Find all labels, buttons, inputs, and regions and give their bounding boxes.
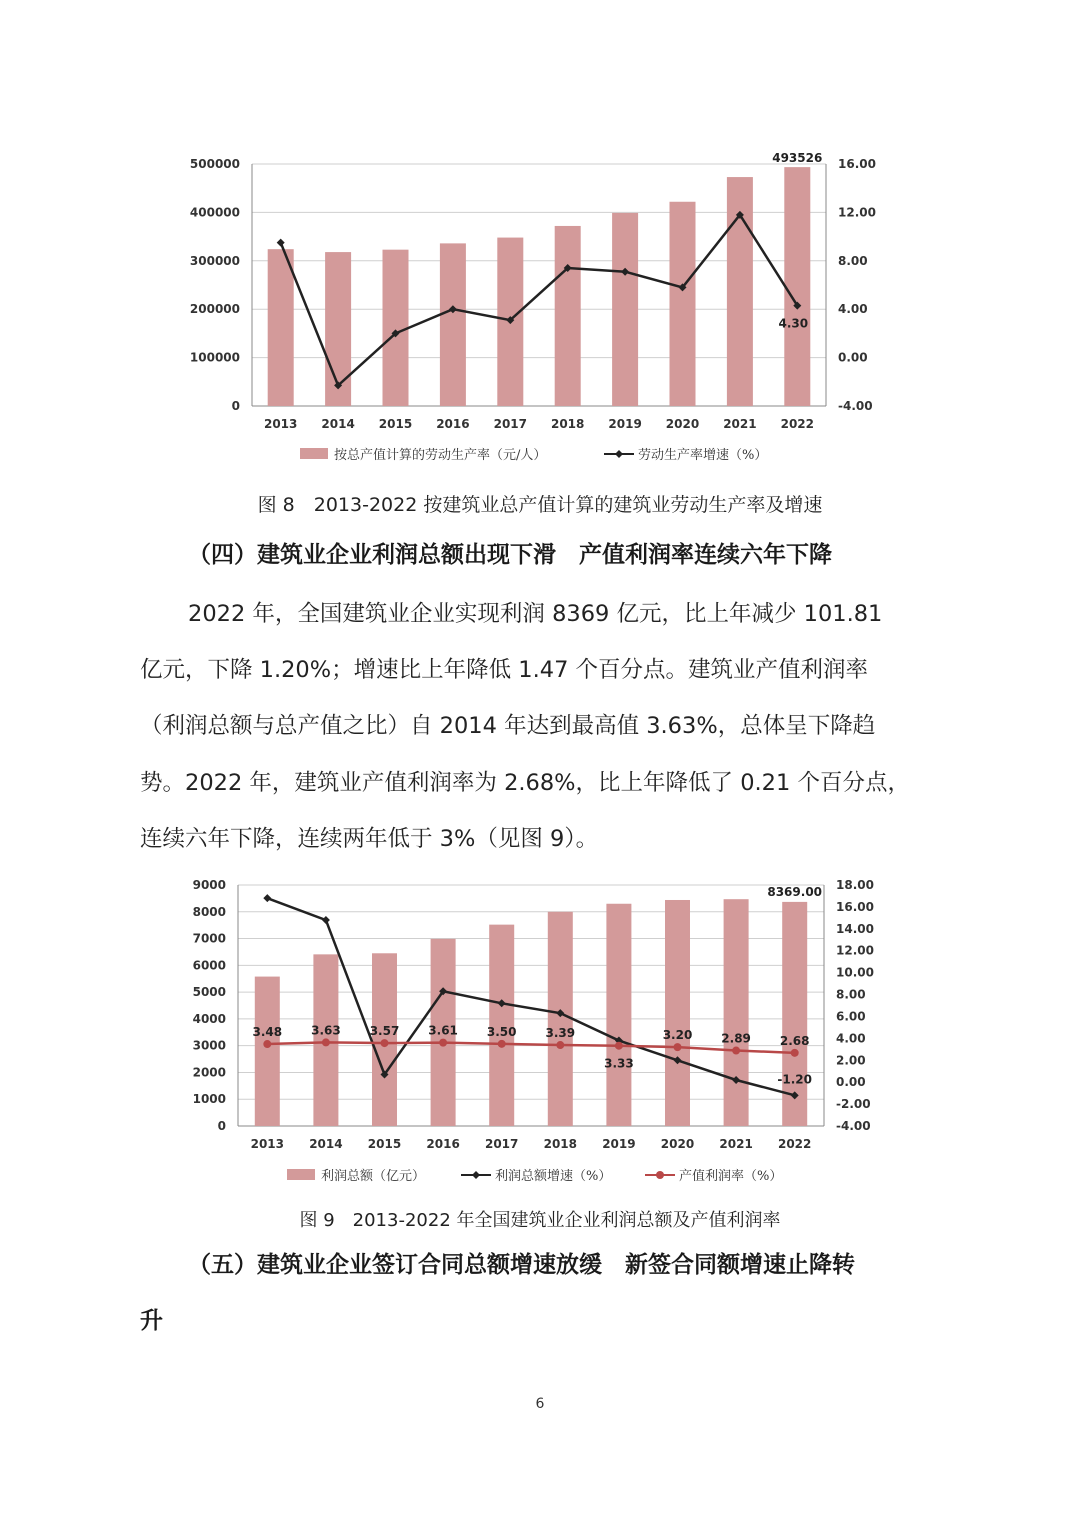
fig9-left-tick-label: 3000 xyxy=(192,1038,226,1053)
fig9-right-tick-label: 8.00 xyxy=(836,987,866,1002)
fig8-left-tick-label: 100000 xyxy=(189,350,240,365)
fig9-margin-label: 3.33 xyxy=(604,1056,634,1071)
fig8-left-tick-label: 500000 xyxy=(189,157,240,171)
fig9-right-tick-label: 18.00 xyxy=(836,878,874,892)
figure-8-caption: 图 8 2013-2022 按建筑业总产值计算的建筑业劳动生产率及增速 xyxy=(257,494,823,516)
fig9-category-label: 2022 xyxy=(777,1137,812,1151)
section-4-line-3: （利润总额与总产值之比）自 2014 年达到最高值 3.63%，总体呈下降趋 xyxy=(140,713,876,739)
fig8-bar xyxy=(440,243,466,406)
fig8-legend-label: 劳动生产率增速（%） xyxy=(638,448,768,463)
fig9-right-tick-label: -2.00 xyxy=(836,1097,871,1112)
fig9-right-tick-label: 14.00 xyxy=(836,921,874,936)
fig9-legend-label: 产值利润率（%） xyxy=(679,1169,783,1184)
fig9-category-label: 2013 xyxy=(250,1137,285,1151)
fig8-legend-label: 按总产值计算的劳动生产率（元/人） xyxy=(334,448,547,463)
fig8-series-line xyxy=(281,215,798,386)
section-4-line-5: 连续六年下降，连续两年低于 3%（见图 9）。 xyxy=(140,826,599,852)
fig8-category-label: 2014 xyxy=(321,417,355,431)
fig9-category-label: 2017 xyxy=(484,1137,519,1151)
fig9-right-tick-label: 10.00 xyxy=(836,965,874,980)
figure-9-chart xyxy=(0,870,1080,1200)
fig9-margin-label: 3.63 xyxy=(311,1023,341,1038)
section-4-line-2: 亿元，下降 1.20%；增速比上年降低 1.47 个百分点。建筑业产值利润率 xyxy=(140,657,869,683)
fig8-category-label: 2013 xyxy=(263,417,298,431)
fig9-top-label: 8369.00 xyxy=(767,884,823,899)
fig9-right-tick-label: -4.00 xyxy=(836,1119,871,1133)
fig8-bar xyxy=(670,202,696,406)
fig9-line-point xyxy=(439,1039,447,1047)
fig8-left-tick-label: 300000 xyxy=(189,253,240,268)
fig8-legend-swatch xyxy=(300,448,328,459)
fig9-line-point xyxy=(556,1041,564,1049)
fig9-bar xyxy=(724,899,749,1126)
fig8-category-label: 2015 xyxy=(378,417,413,431)
fig8-left-tick-label: 400000 xyxy=(189,205,240,220)
fig9-legend-marker xyxy=(656,1171,664,1179)
fig8-bar xyxy=(383,250,409,406)
fig8-category-label: 2016 xyxy=(436,417,470,431)
fig9-line-point xyxy=(322,916,330,924)
fig9-right-tick-label: 2.00 xyxy=(836,1053,866,1068)
fig9-margin-label: 3.50 xyxy=(486,1024,517,1039)
fig8-category-label: 2022 xyxy=(780,417,815,431)
fig8-bar xyxy=(784,167,810,406)
fig8-category-label: 2019 xyxy=(608,417,642,431)
fig8-category-label: 2017 xyxy=(493,417,528,431)
fig8-left-tick-label: 200000 xyxy=(189,302,240,317)
fig9-left-tick-label: 4000 xyxy=(192,1011,226,1026)
section-5-heading-line-1: （五）建筑业企业签订合同总额增速放缓 新签合同额增速止降转 xyxy=(188,1252,855,1278)
fig9-legend-swatch xyxy=(287,1169,315,1180)
fig9-left-tick-label: 0 xyxy=(217,1119,226,1133)
fig9-line-point xyxy=(263,1040,271,1048)
fig9-margin-label: 3.39 xyxy=(545,1026,576,1041)
fig9-category-label: 2015 xyxy=(367,1137,402,1151)
fig8-right-tick-label: 16.00 xyxy=(838,157,876,171)
fig9-margin-label: 3.61 xyxy=(428,1023,458,1038)
fig9-series-line xyxy=(267,898,794,1095)
section-5-heading-line-2: 升 xyxy=(140,1308,163,1334)
fig9-margin-label: 3.20 xyxy=(662,1028,693,1043)
fig8-right-tick-label: 0.00 xyxy=(838,350,868,365)
fig9-legend-label: 利润总额增速（%） xyxy=(495,1169,612,1184)
fig8-left-tick-label: 0 xyxy=(231,399,240,413)
fig9-left-tick-label: 5000 xyxy=(192,985,226,1000)
fig9-bar xyxy=(548,912,573,1126)
fig9-category-label: 2020 xyxy=(660,1137,695,1151)
fig8-bar xyxy=(268,249,294,406)
figure-9-caption: 图 9 2013-2022 年全国建筑业企业利润总额及产值利润率 xyxy=(299,1210,781,1231)
fig9-line-point xyxy=(791,1049,799,1057)
fig8-data-label: 493526 xyxy=(772,151,823,166)
fig8-bar xyxy=(555,226,581,406)
fig9-line-point xyxy=(263,894,271,902)
fig8-right-tick-label: -4.00 xyxy=(838,399,873,413)
fig9-right-tick-label: 12.00 xyxy=(836,943,874,958)
page-number: 6 xyxy=(535,1396,545,1412)
fig8-right-tick-label: 12.00 xyxy=(838,205,876,220)
fig9-margin-label: 3.57 xyxy=(369,1024,400,1039)
fig9-series-line xyxy=(267,1042,794,1052)
fig9-category-label: 2016 xyxy=(426,1137,460,1151)
fig9-bar xyxy=(606,904,631,1126)
fig8-line-point xyxy=(277,239,285,247)
fig9-legend-label: 利润总额（亿元） xyxy=(321,1169,426,1184)
fig9-bar xyxy=(665,900,690,1126)
fig9-line-point xyxy=(674,1043,682,1051)
fig9-line-point xyxy=(615,1042,623,1050)
fig9-bar xyxy=(255,977,280,1126)
section-4-line-1: 2022 年，全国建筑业企业实现利润 8369 亿元，比上年减少 101.81 xyxy=(188,601,883,627)
fig9-line-point xyxy=(498,1040,506,1048)
figure-9-svg xyxy=(0,870,1080,1200)
fig8-right-tick-label: 8.00 xyxy=(838,253,868,268)
fig9-margin-label: 2.89 xyxy=(721,1031,751,1046)
fig9-right-tick-label: 6.00 xyxy=(836,1009,866,1024)
fig9-growth-label: -1.20 xyxy=(777,1072,812,1087)
figure-8-chart xyxy=(0,140,1080,480)
fig9-left-tick-label: 7000 xyxy=(192,931,226,946)
section-4-line-4: 势。2022 年，建筑业产值利润率为 2.68%，比上年降低了 0.21 个百分点， xyxy=(140,770,910,796)
fig9-category-label: 2018 xyxy=(543,1137,578,1151)
fig9-line-point xyxy=(732,1047,740,1055)
fig8-category-label: 2018 xyxy=(550,417,585,431)
fig9-line-point xyxy=(381,1039,389,1047)
section-4-heading: （四）建筑业企业利润总额出现下滑 产值利润率连续六年下降 xyxy=(188,542,832,568)
fig8-bar xyxy=(612,213,638,406)
fig9-left-tick-label: 9000 xyxy=(192,878,226,892)
fig9-category-label: 2021 xyxy=(719,1137,753,1151)
fig9-left-tick-label: 6000 xyxy=(192,958,226,973)
fig8-category-label: 2020 xyxy=(665,417,700,431)
fig9-right-tick-label: 0.00 xyxy=(836,1075,866,1090)
fig8-category-label: 2021 xyxy=(723,417,757,431)
figure-8-svg xyxy=(0,140,1080,480)
fig9-left-tick-label: 8000 xyxy=(192,904,226,919)
fig9-line-point xyxy=(322,1038,330,1046)
fig9-margin-label: 3.48 xyxy=(252,1025,283,1040)
fig9-legend-marker xyxy=(472,1171,480,1179)
fig8-legend-marker xyxy=(615,450,623,458)
fig9-category-label: 2014 xyxy=(309,1137,343,1151)
fig9-margin-label: 2.68 xyxy=(779,1033,810,1048)
fig9-left-tick-label: 2000 xyxy=(192,1065,226,1080)
fig9-left-tick-label: 1000 xyxy=(192,1092,226,1107)
fig8-data-label: 4.30 xyxy=(778,316,809,331)
fig9-right-tick-label: 4.00 xyxy=(836,1031,866,1046)
fig9-right-tick-label: 16.00 xyxy=(836,899,874,914)
fig9-category-label: 2019 xyxy=(602,1137,636,1151)
fig8-right-tick-label: 4.00 xyxy=(838,302,868,317)
